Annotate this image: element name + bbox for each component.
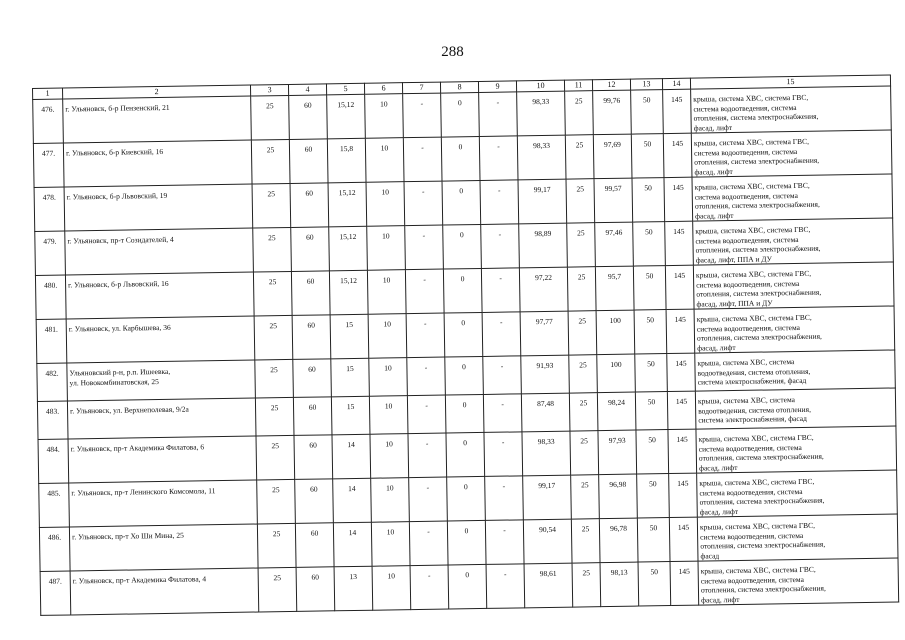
column-header: 2 <box>63 85 251 99</box>
col14-cell: 145 <box>670 561 699 605</box>
col9-cell: - <box>479 136 518 181</box>
col4-cell: 60 <box>291 227 330 272</box>
address-cell: г. Ульяновск, ул. Верхнеполевая, 9/2а <box>67 398 256 439</box>
col10-cell: 90,54 <box>523 519 572 564</box>
col8-cell: 0 <box>445 394 484 433</box>
col11-cell: 25 <box>566 179 595 223</box>
col4-cell: 60 <box>293 359 332 398</box>
col9-cell: - <box>482 312 521 357</box>
column-header: 14 <box>662 78 690 89</box>
row-number: 478. <box>34 187 65 231</box>
col11-cell: 25 <box>565 135 594 179</box>
col8-cell: 0 <box>443 268 482 313</box>
col6-cell: 10 <box>371 522 410 567</box>
col7-cell: - <box>407 357 446 396</box>
col12-cell: 99,76 <box>593 90 632 135</box>
col10-cell: 99,17 <box>518 179 567 224</box>
col12-cell: 100 <box>597 354 636 393</box>
works-cell: крыша, система ХВС, система ГВС, система водоотведения, система отопления, система электроснабжения, фасад, лифт <box>691 130 892 177</box>
col6-cell: 10 <box>367 270 406 315</box>
col6-cell: 10 <box>366 182 405 227</box>
col7-cell: - <box>404 181 443 226</box>
row-number: 477. <box>33 143 64 187</box>
col14-cell: 145 <box>668 429 697 473</box>
col13-cell: 50 <box>631 134 664 178</box>
col6-cell: 10 <box>371 478 410 523</box>
col9-cell: - <box>480 180 519 225</box>
col14-cell: 145 <box>669 473 698 517</box>
col10-cell: 91,93 <box>521 355 570 394</box>
col9-cell: - <box>483 394 522 433</box>
col5-cell: 15,12 <box>329 270 368 315</box>
col13-cell: 50 <box>636 430 669 474</box>
col13-cell: 50 <box>638 562 671 606</box>
col6-cell: 10 <box>365 94 404 139</box>
col11-cell: 25 <box>568 311 597 355</box>
col8-cell: 0 <box>448 564 487 609</box>
col9-cell: - <box>485 476 524 521</box>
col5-cell: 14 <box>332 434 371 479</box>
row-number: 479. <box>35 231 66 275</box>
col11-cell: 25 <box>569 355 598 393</box>
works-cell: крыша, система ХВС, система ГВС, система водоотведения, система отопления, система электроснабжения, фасад, лифт <box>691 86 892 133</box>
col5-cell: 15,12 <box>329 226 368 271</box>
col7-cell: - <box>410 565 449 610</box>
col11-cell: 25 <box>567 267 596 311</box>
address-cell: г. Ульяновск, пр-т Академика Филатова, 6 <box>68 436 257 483</box>
column-header: 4 <box>288 84 326 96</box>
col3-cell: 25 <box>251 139 290 184</box>
address-cell: г. Ульяновск, пр-т Хо Ши Мина, 25 <box>69 524 258 571</box>
col5-cell: 15,12 <box>327 94 366 139</box>
column-header: 5 <box>326 83 364 95</box>
col14-cell: 145 <box>665 265 694 309</box>
col12-cell: 100 <box>596 310 635 355</box>
col10-cell: 98,33 <box>522 431 571 476</box>
works-cell: крыша, система ХВС, система ГВС, система водоотведения, система отопления, система электроснабжения, фасад, лифт <box>696 426 897 473</box>
col3-cell: 25 <box>256 435 295 480</box>
column-header: 1 <box>33 88 63 99</box>
col8-cell: 0 <box>445 356 484 395</box>
col6-cell: 10 <box>369 396 408 435</box>
col12-cell: 97,69 <box>593 134 632 179</box>
row-number: 484. <box>38 439 69 483</box>
address-cell: г. Ульяновск, б-р Львовский, 16 <box>65 272 254 319</box>
col5-cell: 15 <box>331 358 370 397</box>
col6-cell: 10 <box>365 138 404 183</box>
column-header: 15 <box>690 75 890 89</box>
address-cell: г. Ульяновск, пр-т Созидателей, 4 <box>65 228 254 275</box>
col11-cell: 25 <box>569 393 598 431</box>
col9-cell: - <box>481 224 520 269</box>
col8-cell: 0 <box>447 476 486 521</box>
col6-cell: 10 <box>372 566 411 611</box>
column-header: 9 <box>478 81 516 93</box>
col10-cell: 98,33 <box>517 135 566 180</box>
row-number: 485. <box>39 483 70 527</box>
address-cell: г. Ульяновск, пр-т Академика Филатова, 4 <box>70 568 259 615</box>
col3-cell: 25 <box>257 523 296 568</box>
col12-cell: 97,93 <box>598 430 637 475</box>
col6-cell: 10 <box>367 226 406 271</box>
works-cell: крыша, система ХВС, система ГВС, система водоотведения, система отопления, система электроснабжения, фасад, лифт <box>692 174 893 221</box>
col10-cell: 97,22 <box>519 267 568 312</box>
col13-cell: 50 <box>633 222 666 266</box>
col10-cell: 98,89 <box>519 223 568 268</box>
col13-cell: 50 <box>632 178 665 222</box>
col11-cell: 25 <box>567 223 596 267</box>
row-number: 480. <box>35 275 66 319</box>
register-table <box>32 75 899 616</box>
col12-cell: 95,7 <box>595 266 634 311</box>
col14-cell: 145 <box>669 517 698 561</box>
col12-cell: 97,46 <box>595 222 634 267</box>
col13-cell: 50 <box>637 518 670 562</box>
col9-cell: - <box>483 356 522 395</box>
column-header: 13 <box>630 79 662 91</box>
col3-cell: 25 <box>251 95 290 140</box>
row-number: 482. <box>37 363 68 401</box>
col5-cell: 14 <box>333 522 372 567</box>
works-cell: крыша, система ХВС, система водоотведения, система отопления, система электроснабжения, фасад <box>695 388 896 429</box>
col8-cell: 0 <box>446 432 485 477</box>
col3-cell: 25 <box>257 479 296 524</box>
works-cell: крыша, система ХВС, система ГВС, система водоотведения, система отопления, система электроснабжения, фасад, лифт <box>694 306 895 353</box>
address-cell: г. Ульяновск, ул. Карбышева, 36 <box>66 316 255 363</box>
col13-cell: 50 <box>635 392 668 430</box>
col9-cell: - <box>481 268 520 313</box>
col4-cell: 60 <box>291 271 330 316</box>
col4-cell: 60 <box>295 479 334 524</box>
row-number: 476. <box>33 99 64 143</box>
row-number: 481. <box>36 319 67 363</box>
col3-cell: 25 <box>252 183 291 228</box>
col13-cell: 50 <box>633 266 666 310</box>
column-header: 3 <box>250 84 288 96</box>
column-header: 12 <box>592 79 630 91</box>
col14-cell: 145 <box>663 89 692 133</box>
address-cell: г. Ульяновск, б-р Киевский, 16 <box>63 140 252 187</box>
col8-cell: 0 <box>444 312 483 357</box>
col8-cell: 0 <box>442 180 481 225</box>
col10-cell: 97,77 <box>520 311 569 356</box>
column-header: 6 <box>364 83 402 95</box>
row-number: 483. <box>37 401 68 439</box>
col11-cell: 25 <box>572 563 601 607</box>
row-number: 487. <box>40 571 71 615</box>
col7-cell: - <box>403 93 442 138</box>
col4-cell: 60 <box>294 435 333 480</box>
col7-cell: - <box>409 477 448 522</box>
col7-cell: - <box>405 269 444 314</box>
col7-cell: - <box>408 433 447 478</box>
col10-cell: 99,17 <box>523 475 572 520</box>
works-cell: крыша, система ХВС, система ГВС, система водоотведения, система отопления, система электроснабжения, фасад, лифт, ППА и ДУ <box>693 262 894 309</box>
col6-cell: 10 <box>369 358 408 397</box>
col9-cell: - <box>486 564 525 609</box>
col12-cell: 99,57 <box>594 178 633 223</box>
col7-cell: - <box>405 225 444 270</box>
col10-cell: 87,48 <box>521 393 570 432</box>
col11-cell: 25 <box>571 475 600 519</box>
col11-cell: 25 <box>570 431 599 475</box>
col5-cell: 15 <box>330 314 369 359</box>
col4-cell: 60 <box>289 139 328 184</box>
col11-cell: 25 <box>565 91 594 135</box>
col3-cell: 25 <box>254 315 293 360</box>
col7-cell: - <box>407 395 446 434</box>
col12-cell: 98,13 <box>600 562 639 607</box>
col8-cell: 0 <box>447 520 486 565</box>
col12-cell: 98,24 <box>597 392 636 431</box>
col13-cell: 50 <box>634 310 667 354</box>
col7-cell: - <box>409 521 448 566</box>
col13-cell: 50 <box>631 90 664 134</box>
col6-cell: 10 <box>370 434 409 479</box>
col4-cell: 60 <box>292 315 331 360</box>
col6-cell: 10 <box>368 314 407 359</box>
row-number: 486. <box>39 527 70 571</box>
address-cell: Ульяновский р-н, р.п. Ишеевка, ул. Новокомбинатовская, 25 <box>67 360 256 401</box>
col14-cell: 145 <box>667 353 696 391</box>
col9-cell: - <box>479 92 518 137</box>
page-number: 288 <box>441 44 464 60</box>
col14-cell: 145 <box>665 221 694 265</box>
col11-cell: 25 <box>571 519 600 563</box>
col4-cell: 60 <box>290 183 329 228</box>
col3-cell: 25 <box>255 359 294 398</box>
col8-cell: 0 <box>441 136 480 181</box>
address-cell: г. Ульяновск, пр-т Ленинского Комсомола, 11 <box>69 480 258 527</box>
col4-cell: 60 <box>295 523 334 568</box>
col12-cell: 96,78 <box>599 518 638 563</box>
column-header: 8 <box>440 81 478 93</box>
column-header: 7 <box>402 82 440 94</box>
col10-cell: 98,33 <box>517 91 566 136</box>
col4-cell: 60 <box>293 397 332 436</box>
col10-cell: 98,61 <box>524 563 573 608</box>
col3-cell: 25 <box>253 271 292 316</box>
col5-cell: 13 <box>334 566 373 611</box>
col3-cell: 25 <box>258 567 297 612</box>
works-cell: крыша, система ХВС, система ГВС, система водоотведения, система отопления, система электроснабжения, фасад, лифт, ППА и ДУ <box>693 218 894 265</box>
col13-cell: 50 <box>635 354 668 392</box>
col7-cell: - <box>406 313 445 358</box>
address-cell: г. Ульяновск, б-р Пензенский, 21 <box>63 96 252 143</box>
col13-cell: 50 <box>637 474 670 518</box>
col5-cell: 15 <box>331 396 370 435</box>
col5-cell: 14 <box>333 478 372 523</box>
col8-cell: 0 <box>443 224 482 269</box>
column-header: 11 <box>564 80 592 91</box>
works-cell: крыша, система ХВС, система ГВС, система водоотведения, система отопления, система электроснабжения, фасад <box>697 514 898 561</box>
col14-cell: 145 <box>667 391 696 429</box>
col3-cell: 25 <box>253 227 292 272</box>
works-cell: крыша, система ХВС, система ГВС, система водоотведения, система отопления, система электроснабжения, фасад, лифт <box>697 470 898 517</box>
address-cell: г. Ульяновск, б-р Львовский, 19 <box>64 184 253 231</box>
col4-cell: 60 <box>289 95 328 140</box>
column-header: 10 <box>516 80 564 92</box>
col12-cell: 96,98 <box>599 474 638 519</box>
col14-cell: 145 <box>663 133 692 177</box>
col9-cell: - <box>485 520 524 565</box>
works-cell: крыша, система ХВС, система ГВС, система водоотведения, система отопления, система электроснабжения, фасад, лифт <box>698 558 899 605</box>
col5-cell: 15,12 <box>328 182 367 227</box>
col9-cell: - <box>484 432 523 477</box>
col14-cell: 145 <box>666 309 695 353</box>
col7-cell: - <box>403 137 442 182</box>
col3-cell: 25 <box>255 397 294 436</box>
col14-cell: 145 <box>664 177 693 221</box>
col5-cell: 15,8 <box>327 138 366 183</box>
col8-cell: 0 <box>441 92 480 137</box>
col4-cell: 60 <box>296 567 335 612</box>
works-cell: крыша, система ХВС, система водоотведения, система отопления, система электроснабжения, фасад <box>695 350 896 391</box>
